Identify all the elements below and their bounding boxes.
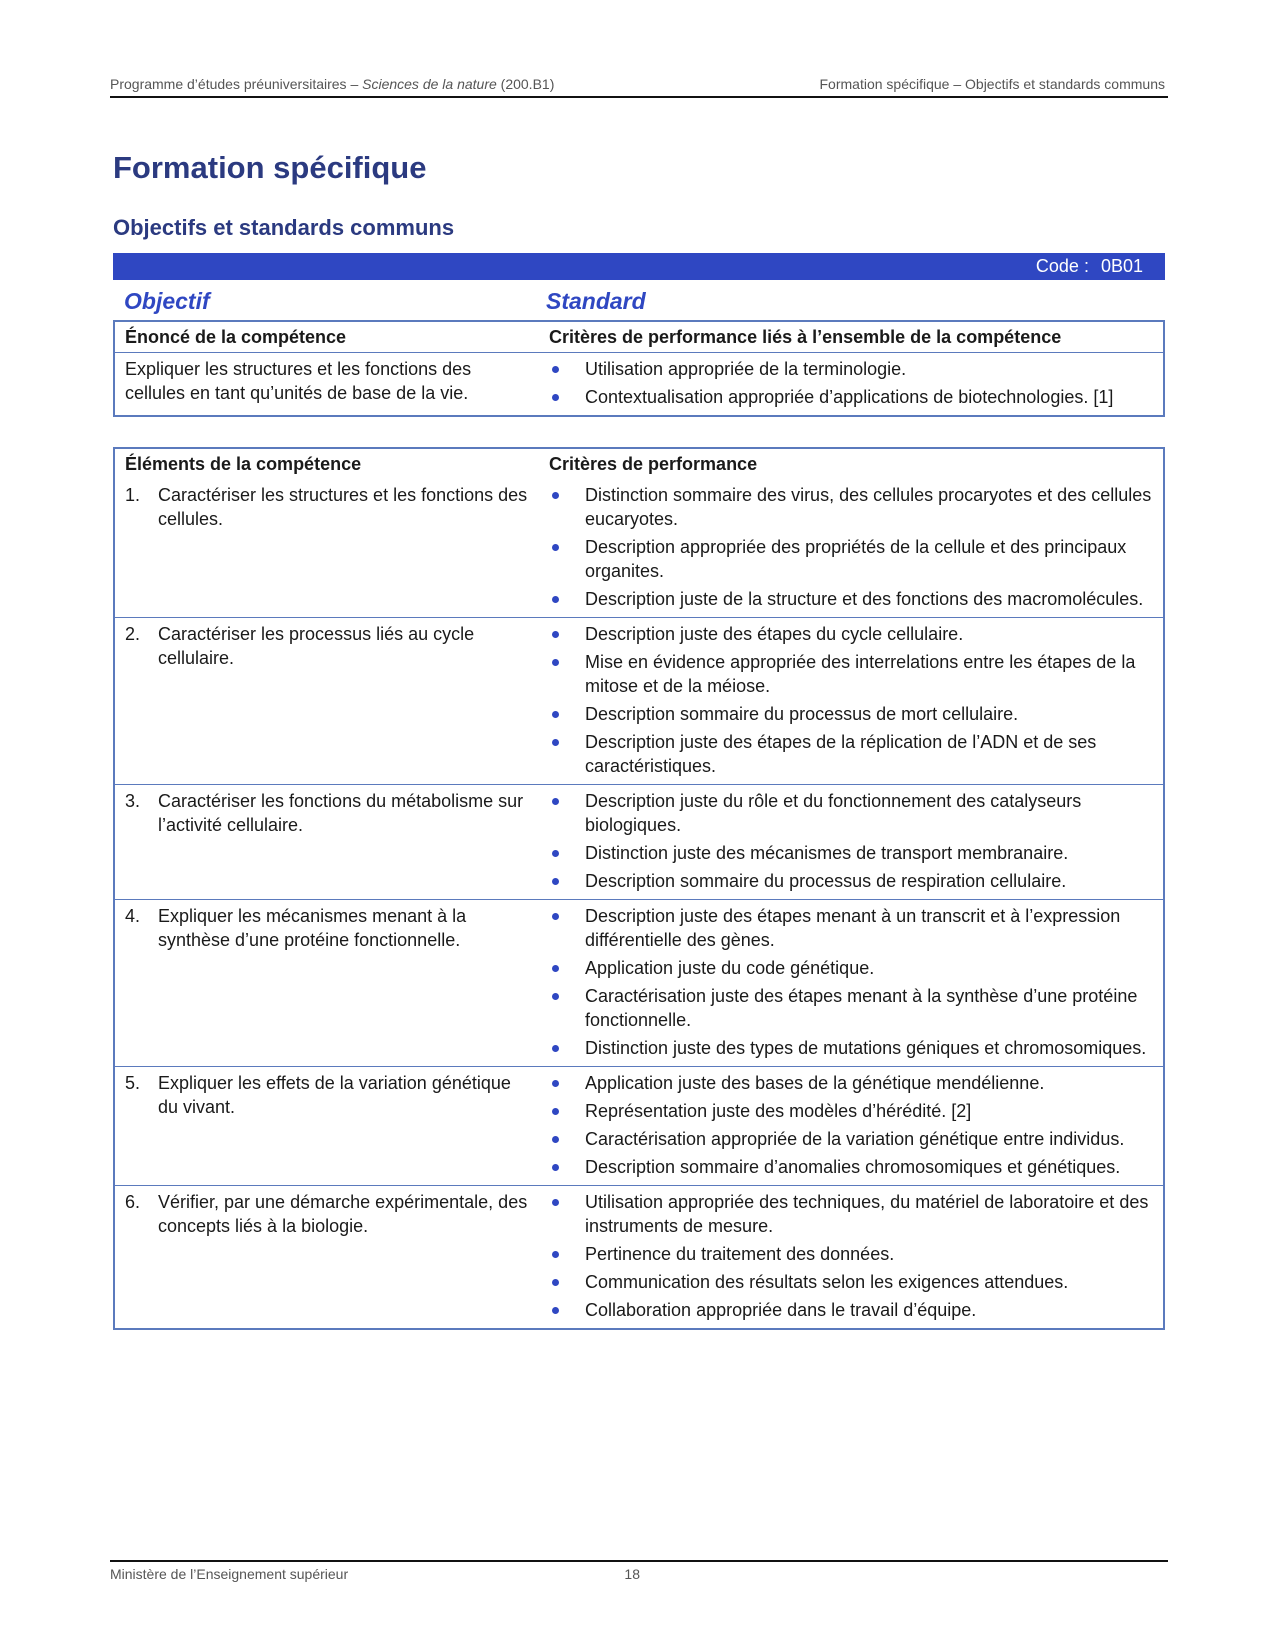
criterion-item: Description juste du rôle et du fonctionnement des catalyseurs biologiques. bbox=[549, 789, 1153, 837]
header-program-title: Sciences de la nature bbox=[362, 76, 497, 92]
criterion-item: Contextualisation appropriée d’applications de biotechnologies. [1] bbox=[549, 385, 1153, 409]
competence-table bbox=[113, 320, 1165, 417]
criterion-item: Description sommaire du processus de respiration cellulaire. bbox=[549, 869, 1153, 893]
page-title: Formation spécifique bbox=[113, 150, 427, 185]
header-section: Formation spécifique – Objectifs et standards communs bbox=[819, 76, 1165, 92]
criterion-item: Application juste des bases de la génétique mendélienne. bbox=[549, 1071, 1153, 1095]
header-program-code: (200.B1) bbox=[496, 76, 555, 92]
page-footer bbox=[110, 1566, 640, 1582]
elements-table bbox=[113, 447, 1165, 1330]
criterion-item: Description sommaire d’anomalies chromosomiques et génétiques. bbox=[549, 1155, 1153, 1179]
criterion-item: Utilisation appropriée des techniques, du matériel de laboratoire et des instruments de mesure. bbox=[549, 1190, 1153, 1238]
criterion-item: Application juste du code génétique. bbox=[549, 956, 1153, 980]
element-row bbox=[114, 479, 1164, 618]
element-text: Expliquer les mécanismes menant à la synthèse d’une protéine fonctionnelle. bbox=[158, 906, 467, 950]
column-headings bbox=[113, 288, 1165, 318]
competence-head-right: Critères de performance liés à l’ensemble de la compétence bbox=[549, 327, 1062, 347]
criterion-item: Description appropriée des propriétés de la cellule et des principaux organites. bbox=[549, 535, 1153, 583]
code-label: Code : bbox=[1035, 256, 1089, 276]
criterion-item: Utilisation appropriée de la terminologie. bbox=[549, 357, 1153, 381]
header-program bbox=[110, 76, 554, 92]
code-value: 0B01 bbox=[1100, 256, 1143, 276]
criterion-item: Collaboration appropriée dans le travail d’équipe. bbox=[549, 1298, 1153, 1322]
element-cell bbox=[114, 1067, 539, 1186]
criterion-item: Pertinence du traitement des données. bbox=[549, 1242, 1153, 1266]
elements-header-row bbox=[114, 448, 1164, 479]
element-row bbox=[114, 900, 1164, 1067]
element-item bbox=[125, 1071, 529, 1119]
element-cell bbox=[114, 785, 539, 900]
criteria-cell bbox=[539, 1186, 1164, 1330]
element-number: 1. bbox=[125, 485, 141, 505]
code-bar bbox=[113, 253, 1165, 280]
competence-statement: Expliquer les structures et les fonctions des cellules en tant qu’unités de base de la vie. bbox=[114, 353, 539, 417]
criteria-list bbox=[549, 1071, 1153, 1179]
criteria-list bbox=[549, 1190, 1153, 1322]
element-row bbox=[114, 618, 1164, 785]
element-row bbox=[114, 1067, 1164, 1186]
criterion-item: Caractérisation juste des étapes menant à la synthèse d’une protéine fonctionnelle. bbox=[549, 984, 1153, 1032]
criterion-item: Description juste des étapes du cycle cellulaire. bbox=[549, 622, 1153, 646]
criterion-item: Description juste de la structure et des fonctions des macromolécules. bbox=[549, 587, 1153, 611]
element-item bbox=[125, 789, 529, 837]
running-header bbox=[110, 76, 1165, 92]
footer-ministry: Ministère de l’Enseignement supérieur bbox=[110, 1566, 349, 1582]
competence-header-row bbox=[114, 321, 1164, 353]
criterion-item: Description juste des étapes menant à un transcrit et à l’expression différentielle des gènes. bbox=[549, 904, 1153, 952]
element-item bbox=[125, 904, 529, 952]
criteria-list bbox=[549, 904, 1153, 1060]
criterion-item: Distinction juste des types de mutations géniques et chromosomiques. bbox=[549, 1036, 1153, 1060]
standard-heading: Standard bbox=[546, 288, 646, 314]
competence-criteria-cell bbox=[539, 353, 1164, 417]
criterion-item: Caractérisation appropriée de la variation génétique entre individus. bbox=[549, 1127, 1153, 1151]
element-number: 3. bbox=[125, 791, 141, 811]
element-cell bbox=[114, 618, 539, 785]
criterion-item: Distinction juste des mécanismes de transport membranaire. bbox=[549, 841, 1153, 865]
header-program-prefix: Programme d’études préuniversitaires – bbox=[110, 76, 363, 92]
element-number: 2. bbox=[125, 624, 141, 644]
competence-criteria-list bbox=[549, 357, 1153, 409]
element-cell bbox=[114, 479, 539, 618]
element-number: 6. bbox=[125, 1192, 141, 1212]
element-number: 5. bbox=[125, 1073, 141, 1093]
criterion-item: Représentation juste des modèles d’hérédité. [2] bbox=[549, 1099, 1153, 1123]
footer-rule bbox=[110, 1560, 1168, 1562]
criteria-list bbox=[549, 483, 1153, 611]
criteria-cell bbox=[539, 479, 1164, 618]
criterion-item: Mise en évidence appropriée des interrelations entre les étapes de la mitose et de la méiose. bbox=[549, 650, 1153, 698]
criteria-cell bbox=[539, 1067, 1164, 1186]
competence-row bbox=[114, 353, 1164, 417]
element-text: Vérifier, par une démarche expérimentale, des concepts liés à la biologie. bbox=[158, 1192, 528, 1236]
element-number: 4. bbox=[125, 906, 141, 926]
criteria-cell bbox=[539, 618, 1164, 785]
competence-head-left: Énoncé de la compétence bbox=[125, 327, 347, 347]
criterion-item: Distinction sommaire des virus, des cellules procaryotes et des cellules eucaryotes. bbox=[549, 483, 1153, 531]
element-cell bbox=[114, 900, 539, 1067]
element-item bbox=[125, 1190, 529, 1238]
criteria-cell bbox=[539, 900, 1164, 1067]
element-text: Caractériser les processus liés au cycle cellulaire. bbox=[158, 624, 475, 668]
criterion-item: Communication des résultats selon les exigences attendues. bbox=[549, 1270, 1153, 1294]
page-number: 18 bbox=[624, 1566, 640, 1582]
element-text: Caractériser les fonctions du métabolisme sur l’activité cellulaire. bbox=[158, 791, 524, 835]
element-item bbox=[125, 622, 529, 670]
page-subtitle: Objectifs et standards communs bbox=[113, 215, 455, 240]
elements-head-left: Éléments de la compétence bbox=[125, 454, 362, 474]
criterion-item: Description juste des étapes de la réplication de l’ADN et de ses caractéristiques. bbox=[549, 730, 1153, 778]
objectif-heading: Objectif bbox=[124, 288, 210, 314]
criteria-cell bbox=[539, 785, 1164, 900]
element-text: Caractériser les structures et les fonctions des cellules. bbox=[158, 485, 528, 529]
element-item bbox=[125, 483, 529, 531]
header-rule bbox=[110, 96, 1168, 98]
element-cell bbox=[114, 1186, 539, 1330]
element-row bbox=[114, 1186, 1164, 1330]
criterion-item: Description sommaire du processus de mort cellulaire. bbox=[549, 702, 1153, 726]
element-row bbox=[114, 785, 1164, 900]
criteria-list bbox=[549, 789, 1153, 893]
element-text: Expliquer les effets de la variation génétique du vivant. bbox=[158, 1073, 511, 1117]
elements-head-right: Critères de performance bbox=[549, 454, 758, 474]
criteria-list bbox=[549, 622, 1153, 778]
